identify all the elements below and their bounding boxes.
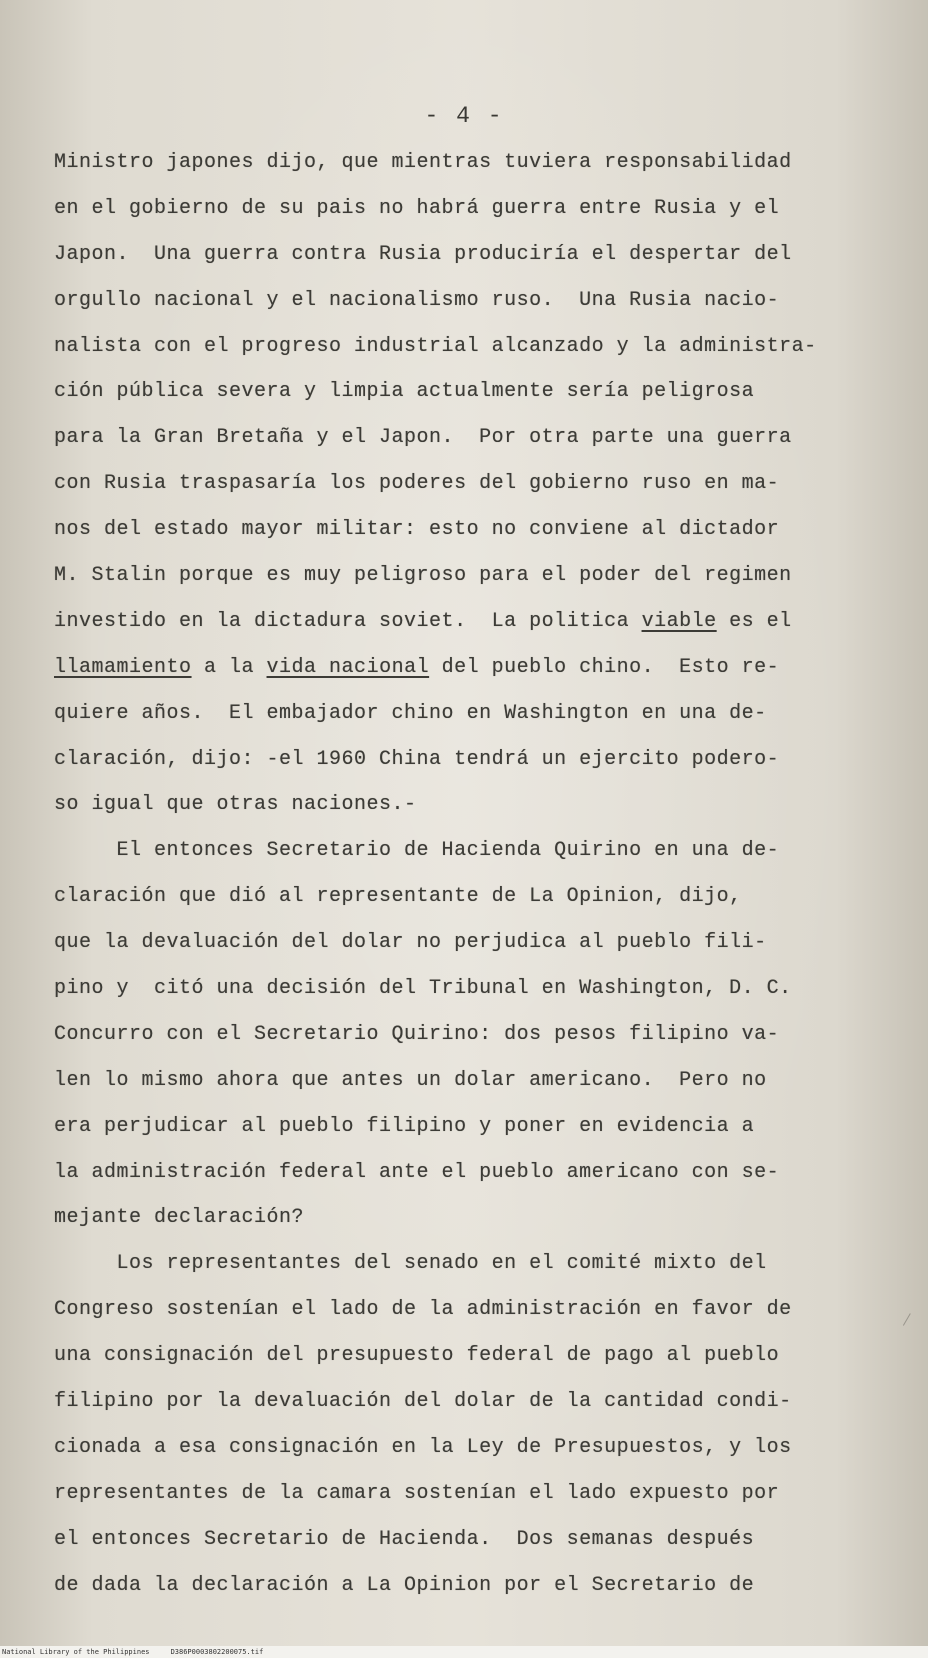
text-line	[54, 1287, 894, 1333]
text-segment: con Rusia traspasaría los poderes del gobierno ruso en ma-	[54, 472, 780, 496]
text-line	[54, 232, 894, 278]
text-segment: claración, dijo: -el 1960 China tendrá un ejercito podero-	[54, 747, 780, 771]
text-segment: Ministro japones dijo, que mientras tuviera responsabilidad	[54, 151, 792, 174]
text-segment: Japon. Una guerra contra Rusia produciría el despertar del	[54, 242, 792, 266]
text-segment: cionada a esa consignación en la Ley de Presupuestos, y los	[54, 1435, 792, 1459]
text-line	[54, 645, 894, 691]
text-segment: orgullo nacional y el nacionalismo ruso. Una Rusia nacio-	[54, 288, 780, 312]
text-line	[54, 1379, 894, 1425]
text-line	[54, 599, 894, 645]
text-segment: len lo mismo ahora que antes un dolar americano. Pero no	[54, 1068, 767, 1092]
text-segment: Concurro con el Secretario Quirino: dos pesos filipino va-	[54, 1022, 780, 1046]
text-segment: que la devaluación del dolar no perjudica al pueblo fili-	[54, 931, 767, 955]
text-line	[54, 507, 894, 553]
text-line	[54, 461, 894, 507]
text-segment: una consignación del presupuesto federal de pago al pueblo	[54, 1344, 780, 1368]
text-segment: de dada la declaración a La Opinion por el Secretario de	[54, 1573, 755, 1597]
text-line	[54, 1195, 894, 1241]
text-line	[54, 1517, 894, 1563]
text-segment: Los representantes del senado en el comité mixto del	[54, 1252, 767, 1276]
underlined-phrase: llamamiento	[54, 655, 192, 679]
scan-footer	[0, 1646, 928, 1658]
underlined-phrase: viable	[641, 609, 717, 633]
text-segment: del pueblo chino. Esto re-	[429, 655, 780, 679]
text-segment: El entonces Secretario de Hacienda Quirino en una de-	[54, 839, 780, 863]
text-line	[54, 186, 894, 232]
page-number: - 4 -	[424, 103, 504, 129]
text-line	[54, 1563, 894, 1609]
text-segment: a la	[191, 655, 267, 679]
text-line	[54, 324, 894, 370]
text-line	[54, 1012, 894, 1058]
text-line	[54, 920, 894, 966]
text-line	[54, 1241, 894, 1287]
text-line	[54, 737, 894, 783]
text-line	[54, 874, 894, 920]
text-segment: era perjudicar al pueblo filipino y poner en evidencia a	[54, 1114, 755, 1138]
text-line	[54, 369, 894, 415]
text-line	[54, 1471, 894, 1517]
text-line	[54, 278, 894, 324]
text-segment: es el	[716, 609, 792, 633]
text-segment: M. Stalin porque es muy peligroso para el poder del regimen	[54, 564, 792, 588]
text-segment: quiere años. El embajador chino en Washington en una de-	[54, 701, 767, 725]
text-line	[54, 691, 894, 737]
text-line	[54, 1058, 894, 1104]
text-line	[54, 1333, 894, 1379]
margin-mark	[894, 1308, 911, 1326]
text-line	[54, 966, 894, 1012]
text-segment: para la Gran Bretaña y el Japon. Por otra parte una guerra	[54, 426, 792, 450]
text-line	[54, 1104, 894, 1150]
scan-footer-label: National Library of the Philippines D386P0003802200075.tif	[2, 1648, 264, 1656]
text-segment: so igual que otras naciones.-	[54, 793, 417, 817]
text-segment: en el gobierno de su pais no habrá guerra entre Rusia y el	[54, 196, 780, 220]
text-line	[54, 828, 894, 874]
text-line	[54, 1425, 894, 1471]
text-line	[54, 415, 894, 461]
text-segment: pino y citó una decisión del Tribunal en Washington, D. C.	[54, 977, 792, 1001]
text-line	[54, 553, 894, 599]
text-segment: la administración federal ante el pueblo americano con se-	[54, 1160, 780, 1184]
text-segment: investido en la dictadura soviet. La politica	[54, 609, 642, 633]
text-line	[54, 1150, 894, 1196]
text-segment: mejante declaración?	[54, 1206, 305, 1230]
text-segment: ción pública severa y limpia actualmente sería peligrosa	[54, 380, 755, 404]
text-segment: Congreso sostenían el lado de la administración en favor de	[54, 1298, 792, 1322]
text-segment: representantes de la camara sostenían el lado expuesto por	[54, 1481, 780, 1505]
text-line	[54, 140, 894, 186]
text-segment: nalista con el progreso industrial alcanzado y la administra-	[54, 334, 817, 358]
text-segment: nos del estado mayor militar: esto no conviene al dictador	[54, 518, 780, 542]
body-text	[54, 140, 894, 1609]
text-line	[54, 782, 894, 828]
text-segment: claración que dió al representante de La Opinion, dijo,	[54, 885, 742, 909]
text-segment: el entonces Secretario de Hacienda. Dos semanas después	[54, 1527, 755, 1551]
underlined-phrase: vida nacional	[266, 655, 430, 679]
text-segment: filipino por la devaluación del dolar de la cantidad condi-	[54, 1390, 792, 1414]
